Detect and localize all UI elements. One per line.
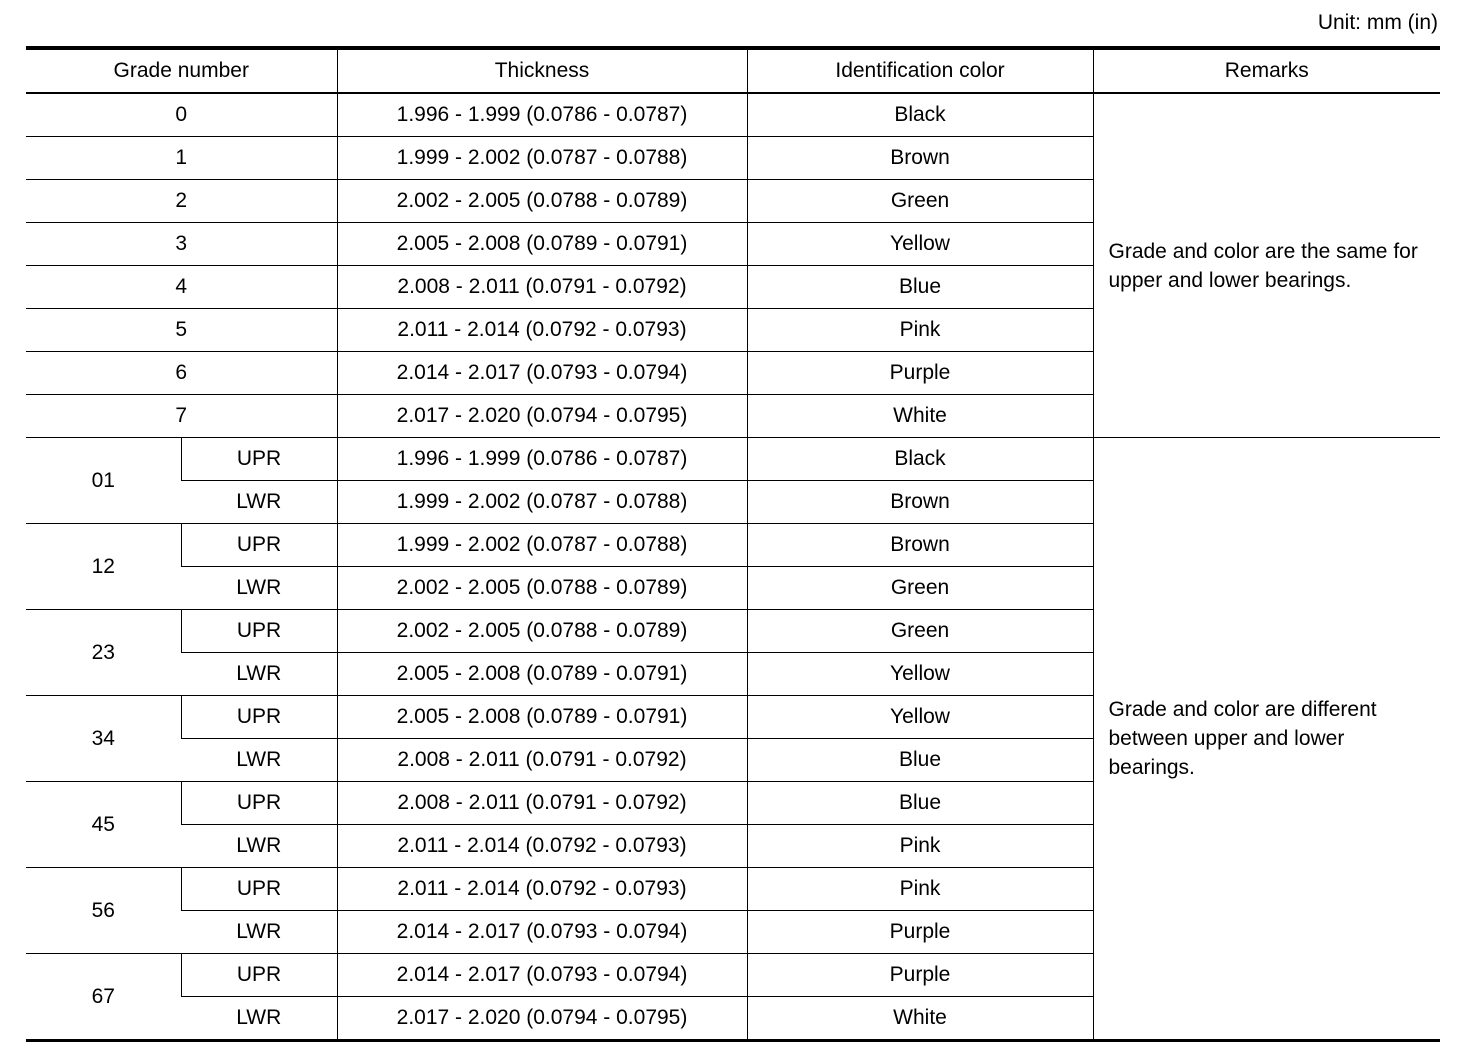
bearing-position-cell: UPR: [181, 954, 337, 997]
identification-color-cell: Blue: [747, 739, 1093, 782]
thickness-cell: 1.999 - 2.002 (0.0787 - 0.0788): [337, 524, 747, 567]
grade-number-cell: 3: [26, 223, 337, 266]
header-row: [26, 48, 1440, 93]
thickness-cell: 2.017 - 2.020 (0.0794 - 0.0795): [337, 395, 747, 438]
header-remarks: Remarks: [1093, 48, 1440, 93]
thickness-cell: 2.014 - 2.017 (0.0793 - 0.0794): [337, 954, 747, 997]
identification-color-cell: Yellow: [747, 223, 1093, 266]
grade-number-cell: 23: [26, 610, 181, 696]
grade-number-cell: 0: [26, 93, 337, 137]
grade-number-cell: 67: [26, 954, 181, 1041]
bearing-position-cell: LWR: [181, 825, 337, 868]
grade-number-cell: 34: [26, 696, 181, 782]
unit-label: Unit: mm (in): [1317, 11, 1438, 34]
bearing-position-cell: LWR: [181, 567, 337, 610]
thickness-cell: 2.002 - 2.005 (0.0788 - 0.0789): [337, 180, 747, 223]
bearing-position-cell: UPR: [181, 868, 337, 911]
grade-number-cell: 45: [26, 782, 181, 868]
identification-color-cell: Purple: [747, 911, 1093, 954]
table-row: [26, 93, 1440, 137]
grade-number-cell: 01: [26, 438, 181, 524]
grade-number-cell: 1: [26, 137, 337, 180]
bearing-position-cell: LWR: [181, 739, 337, 782]
identification-color-cell: Brown: [747, 481, 1093, 524]
single-grade-section: [26, 93, 1440, 438]
remarks-cell-same: Grade and color are the same for upper and lower bearings.: [1093, 93, 1440, 438]
header-grade-number: Grade number: [26, 48, 337, 93]
thickness-cell: 2.014 - 2.017 (0.0793 - 0.0794): [337, 352, 747, 395]
thickness-cell: 2.014 - 2.017 (0.0793 - 0.0794): [337, 911, 747, 954]
table-row: [26, 438, 1440, 481]
grade-number-cell: 56: [26, 868, 181, 954]
bearing-position-cell: LWR: [181, 997, 337, 1041]
bearing-position-cell: LWR: [181, 481, 337, 524]
thickness-cell: 2.017 - 2.020 (0.0794 - 0.0795): [337, 997, 747, 1041]
bearing-position-cell: LWR: [181, 653, 337, 696]
bearing-position-cell: UPR: [181, 438, 337, 481]
remarks-cell-different: Grade and color are different between upper and lower bearings.: [1093, 438, 1440, 1041]
thickness-cell: 2.011 - 2.014 (0.0792 - 0.0793): [337, 309, 747, 352]
thickness-cell: 2.002 - 2.005 (0.0788 - 0.0789): [337, 567, 747, 610]
bearing-position-cell: UPR: [181, 696, 337, 739]
thickness-cell: 1.999 - 2.002 (0.0787 - 0.0788): [337, 481, 747, 524]
identification-color-cell: Purple: [747, 352, 1093, 395]
header-thickness: Thickness: [337, 48, 747, 93]
identification-color-cell: Blue: [747, 782, 1093, 825]
thickness-cell: 2.005 - 2.008 (0.0789 - 0.0791): [337, 696, 747, 739]
header-identification-color: Identification color: [747, 48, 1093, 93]
thickness-cell: 2.005 - 2.008 (0.0789 - 0.0791): [337, 653, 747, 696]
bearing-position-cell: UPR: [181, 524, 337, 567]
grade-number-cell: 7: [26, 395, 337, 438]
thickness-cell: 2.002 - 2.005 (0.0788 - 0.0789): [337, 610, 747, 653]
identification-color-cell: Green: [747, 610, 1093, 653]
thickness-cell: 2.011 - 2.014 (0.0792 - 0.0793): [337, 868, 747, 911]
identification-color-cell: Brown: [747, 524, 1093, 567]
identification-color-cell: Green: [747, 180, 1093, 223]
grade-number-cell: 4: [26, 266, 337, 309]
bearing-position-cell: UPR: [181, 782, 337, 825]
identification-color-cell: Black: [747, 438, 1093, 481]
thickness-cell: 1.996 - 1.999 (0.0786 - 0.0787): [337, 438, 747, 481]
thickness-cell: 2.008 - 2.011 (0.0791 - 0.0792): [337, 739, 747, 782]
identification-color-cell: Black: [747, 93, 1093, 137]
identification-color-cell: Yellow: [747, 653, 1093, 696]
identification-color-cell: Pink: [747, 868, 1093, 911]
thickness-cell: 1.999 - 2.002 (0.0787 - 0.0788): [337, 137, 747, 180]
identification-color-cell: Brown: [747, 137, 1093, 180]
thickness-cell: 2.011 - 2.014 (0.0792 - 0.0793): [337, 825, 747, 868]
grade-number-cell: 5: [26, 309, 337, 352]
identification-color-cell: White: [747, 997, 1093, 1041]
thickness-cell: 2.008 - 2.011 (0.0791 - 0.0792): [337, 266, 747, 309]
bearing-position-cell: UPR: [181, 610, 337, 653]
thickness-cell: 1.996 - 1.999 (0.0786 - 0.0787): [337, 93, 747, 137]
identification-color-cell: Blue: [747, 266, 1093, 309]
identification-color-cell: Green: [747, 567, 1093, 610]
identification-color-cell: White: [747, 395, 1093, 438]
identification-color-cell: Yellow: [747, 696, 1093, 739]
bearing-grade-table: [26, 46, 1440, 1042]
thickness-cell: 2.005 - 2.008 (0.0789 - 0.0791): [337, 223, 747, 266]
paired-grade-section: [26, 438, 1440, 1041]
identification-color-cell: Pink: [747, 825, 1093, 868]
bearing-position-cell: LWR: [181, 911, 337, 954]
grade-number-cell: 2: [26, 180, 337, 223]
thickness-cell: 2.008 - 2.011 (0.0791 - 0.0792): [337, 782, 747, 825]
grade-number-cell: 6: [26, 352, 337, 395]
identification-color-cell: Pink: [747, 309, 1093, 352]
grade-number-cell: 12: [26, 524, 181, 610]
identification-color-cell: Purple: [747, 954, 1093, 997]
